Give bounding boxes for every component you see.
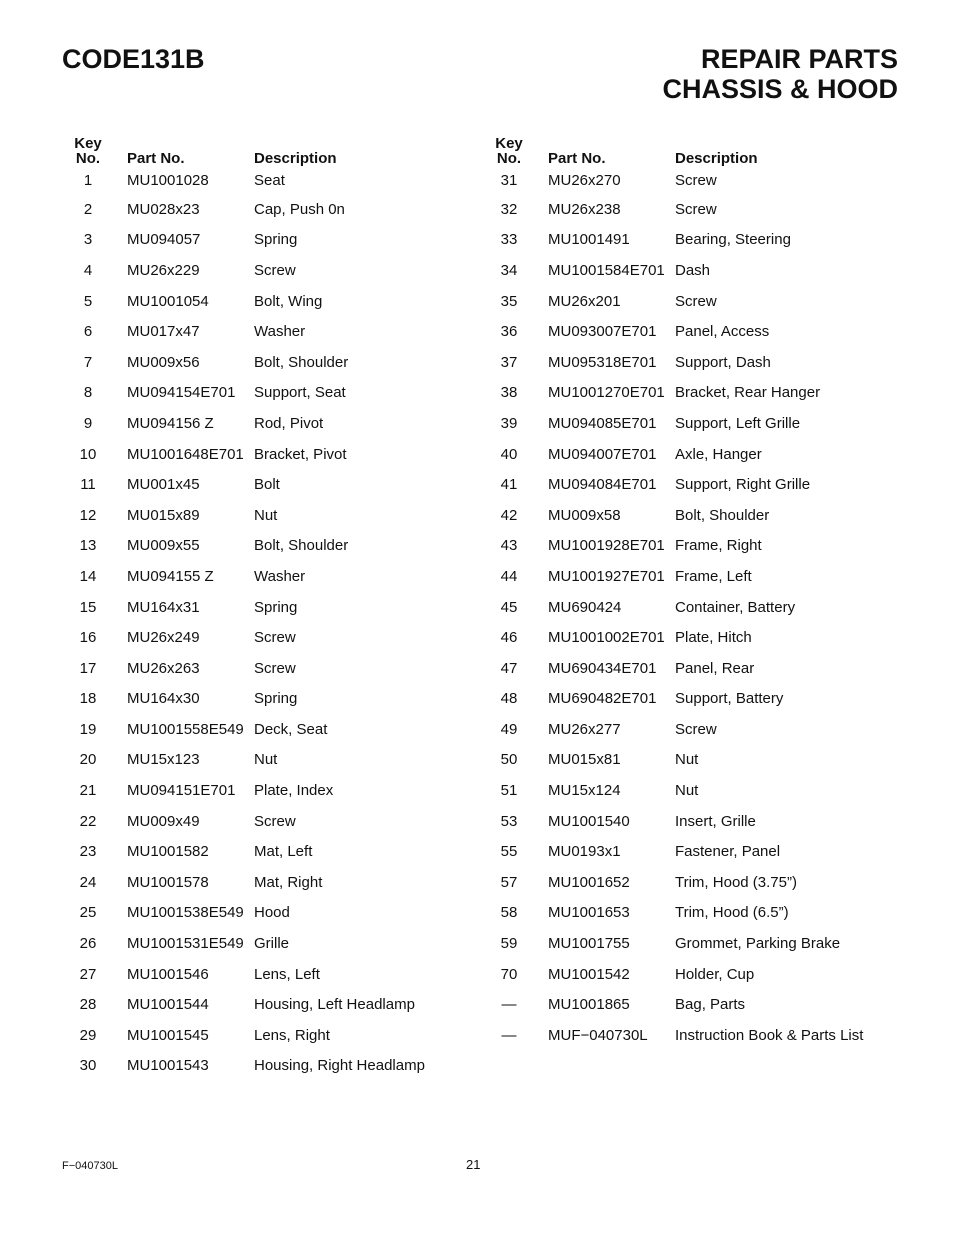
part-no-cell: MU1001652 [548, 873, 630, 891]
key-no-cell: 41 [500, 476, 518, 494]
part-no-cell: MU094084E701 [548, 476, 657, 494]
description-cell: Plate, Index [254, 782, 334, 800]
part-no-cell: MU094154E701 [127, 384, 236, 402]
key-no-cell: 26 [79, 935, 97, 953]
key-no-cell: — [501, 996, 517, 1014]
part-no-cell: MU1001538E549 [127, 904, 244, 922]
key-no-cell: 21 [79, 782, 97, 800]
key-no-cell: 14 [79, 567, 97, 585]
description-cell: Instruction Book & Parts List [675, 1026, 864, 1044]
description-cell: Trim, Hood (6.5”) [675, 904, 789, 922]
part-no-cell: MU1001542 [548, 965, 630, 983]
description-cell: Bolt, Shoulder [675, 506, 770, 524]
part-no-cell: MU1001578 [127, 873, 209, 891]
table-row [62, 561, 492, 592]
table-row [483, 745, 913, 776]
column-header-key-no: Key No. [74, 135, 102, 167]
parts-table-right [483, 134, 913, 1051]
description-cell: Rod, Pivot [254, 414, 324, 432]
part-no-cell: MU1001491 [548, 231, 630, 249]
part-no-cell: MU1001028 [127, 171, 209, 189]
description-cell: Bolt, Wing [254, 292, 323, 310]
description-cell: Screw [254, 261, 296, 279]
table-row [483, 286, 913, 317]
table-row [62, 836, 492, 867]
key-no-cell: 51 [500, 782, 518, 800]
table-row [483, 684, 913, 715]
key-no-cell: 8 [83, 384, 93, 402]
table-row [483, 836, 913, 867]
description-cell: Housing, Left Headlamp [254, 996, 415, 1014]
part-no-cell: MU0193x1 [548, 843, 621, 861]
key-no-cell: 24 [79, 873, 97, 891]
page-title-line-2: CHASSIS & HOOD [662, 74, 898, 104]
description-cell: Fastener, Panel [675, 843, 781, 861]
table-row [62, 1020, 492, 1051]
table-row [483, 255, 913, 286]
key-no-cell: 12 [79, 506, 97, 524]
table-row [483, 316, 913, 347]
key-no-cell: 18 [79, 690, 97, 708]
key-no-cell: 22 [79, 812, 97, 830]
part-no-cell: MU017x47 [127, 323, 200, 341]
key-no-cell: 9 [83, 414, 93, 432]
description-cell: Screw [675, 200, 717, 218]
description-cell: Grille [254, 935, 290, 953]
key-no-cell: 7 [83, 353, 93, 371]
description-cell: Frame, Right [675, 537, 762, 555]
page-number: 21 [466, 1157, 481, 1172]
description-cell: Trim, Hood (3.75”) [675, 873, 797, 891]
description-cell: Spring [254, 598, 298, 616]
table-row [62, 500, 492, 531]
part-no-cell: MU690424 [548, 598, 622, 616]
description-cell: Insert, Grille [675, 812, 756, 830]
table-row [483, 500, 913, 531]
table-row [483, 166, 913, 194]
table-row [62, 469, 492, 500]
table-row [62, 775, 492, 806]
description-cell: Bracket, Rear Hanger [675, 384, 821, 402]
table-row [483, 959, 913, 990]
key-no-cell: 3 [83, 231, 93, 249]
key-no-cell: 44 [500, 567, 518, 585]
table-row [62, 255, 492, 286]
description-cell: Screw [675, 171, 717, 189]
key-no-cell: 39 [500, 414, 518, 432]
table-row [62, 928, 492, 959]
key-no-cell: 34 [500, 261, 518, 279]
part-no-cell: MU093007E701 [548, 323, 657, 341]
part-no-cell: MU1001584E701 [548, 261, 665, 279]
key-no-cell: 46 [500, 629, 518, 647]
table-row [483, 867, 913, 898]
parts-table-right-body [483, 166, 913, 1051]
part-no-cell: MU095318E701 [548, 353, 657, 371]
table-header-row [483, 134, 913, 166]
table-row [483, 714, 913, 745]
key-no-cell: 57 [500, 873, 518, 891]
table-row [62, 989, 492, 1020]
key-no-cell: 48 [500, 690, 518, 708]
description-cell: Screw [254, 629, 296, 647]
key-no-cell: 15 [79, 598, 97, 616]
part-no-cell: MU1001544 [127, 996, 209, 1014]
table-row [62, 898, 492, 929]
part-no-cell: MU164x30 [127, 690, 200, 708]
column-header-part-no: Part No. [548, 150, 606, 167]
page-title-line-1: REPAIR PARTS [700, 44, 898, 74]
key-no-cell: 23 [79, 843, 97, 861]
description-cell: Lens, Left [254, 965, 320, 983]
part-no-cell: MU1001545 [127, 1026, 209, 1044]
parts-table-left [62, 134, 492, 1081]
key-no-cell: 35 [500, 292, 518, 310]
table-row [62, 592, 492, 623]
key-no-cell: 13 [79, 537, 97, 555]
table-row [483, 775, 913, 806]
key-no-cell: 59 [500, 935, 518, 953]
key-no-cell: 16 [79, 629, 97, 647]
part-no-cell: MU094156 Z [127, 414, 214, 432]
key-no-cell: 20 [79, 751, 97, 769]
part-no-cell: MU009x49 [127, 812, 200, 830]
description-cell: Nut [254, 506, 278, 524]
table-row [62, 714, 492, 745]
part-no-cell: MU1001865 [548, 996, 630, 1014]
table-row [62, 1051, 492, 1082]
table-row [483, 225, 913, 256]
description-cell: Grommet, Parking Brake [675, 935, 841, 953]
table-row [483, 1020, 913, 1051]
description-cell: Bracket, Pivot [254, 445, 347, 463]
description-cell: Support, Dash [675, 353, 771, 371]
key-no-cell: 42 [500, 506, 518, 524]
description-cell: Hood [254, 904, 290, 922]
part-no-cell: MU1001648E701 [127, 445, 244, 463]
description-cell: Screw [675, 292, 717, 310]
description-cell: Bolt, Shoulder [254, 353, 349, 371]
page-title [662, 44, 898, 104]
table-row [62, 531, 492, 562]
part-no-cell: MU1001002E701 [548, 629, 665, 647]
table-row [62, 867, 492, 898]
key-no-cell: 50 [500, 751, 518, 769]
table-row [62, 745, 492, 776]
description-cell: Lens, Right [254, 1026, 330, 1044]
part-no-cell: MU094057 [127, 231, 201, 249]
description-cell: Dash [675, 261, 711, 279]
key-no-cell: 40 [500, 445, 518, 463]
form-number: F−040730L [62, 1160, 118, 1172]
description-cell: Container, Battery [675, 598, 796, 616]
part-no-cell: MU26x277 [548, 720, 621, 738]
table-row [483, 592, 913, 623]
table-row [62, 194, 492, 225]
key-no-cell: 5 [83, 292, 93, 310]
key-no-cell: 53 [500, 812, 518, 830]
part-no-cell: MU009x56 [127, 353, 200, 371]
key-no-cell: — [501, 1026, 517, 1044]
part-no-cell: MU1001653 [548, 904, 630, 922]
description-cell: Mat, Left [254, 843, 313, 861]
description-cell: Plate, Hitch [675, 629, 752, 647]
description-cell: Panel, Rear [675, 659, 755, 677]
key-no-cell: 1 [83, 171, 93, 189]
description-cell: Mat, Right [254, 873, 323, 891]
column-header-key-no: Key No. [495, 135, 523, 167]
description-cell: Support, Right Grille [675, 476, 811, 494]
table-row [62, 316, 492, 347]
key-no-cell: 43 [500, 537, 518, 555]
part-no-cell: MU690482E701 [548, 690, 657, 708]
part-no-cell: MU1001270E701 [548, 384, 665, 402]
table-row [62, 225, 492, 256]
part-no-cell: MU26x201 [548, 292, 621, 310]
column-header-description: Description [675, 150, 758, 167]
table-row [62, 439, 492, 470]
key-no-cell: 49 [500, 720, 518, 738]
table-row [62, 806, 492, 837]
key-no-cell: 47 [500, 659, 518, 677]
description-cell: Spring [254, 690, 298, 708]
key-no-cell: 36 [500, 323, 518, 341]
part-no-cell: MU690434E701 [548, 659, 657, 677]
part-no-cell: MU009x58 [548, 506, 621, 524]
description-cell: Deck, Seat [254, 720, 328, 738]
description-cell: Screw [254, 659, 296, 677]
table-row [62, 684, 492, 715]
part-no-cell: MU15x124 [548, 782, 621, 800]
parts-table-left-body [62, 166, 492, 1081]
table-row [62, 653, 492, 684]
key-no-cell: 2 [83, 200, 93, 218]
key-no-cell: 55 [500, 843, 518, 861]
table-row [483, 989, 913, 1020]
description-cell: Bearing, Steering [675, 231, 791, 249]
table-row [483, 408, 913, 439]
part-no-cell: MU028x23 [127, 200, 200, 218]
description-cell: Nut [675, 782, 699, 800]
table-row [483, 378, 913, 409]
description-cell: Bolt, Shoulder [254, 537, 349, 555]
table-row [483, 561, 913, 592]
part-no-cell: MU1001546 [127, 965, 209, 983]
part-no-cell: MU1001540 [548, 812, 630, 830]
part-no-cell: MUF−040730L [548, 1026, 648, 1044]
part-no-cell: MU015x89 [127, 506, 200, 524]
table-row [483, 469, 913, 500]
part-no-cell: MU164x31 [127, 598, 200, 616]
key-no-cell: 19 [79, 720, 97, 738]
description-cell: Bolt [254, 476, 280, 494]
description-cell: Panel, Access [675, 323, 770, 341]
key-no-cell: 38 [500, 384, 518, 402]
table-row [483, 928, 913, 959]
part-no-cell: MU26x238 [548, 200, 621, 218]
key-no-cell: 58 [500, 904, 518, 922]
description-cell: Seat [254, 171, 285, 189]
table-row [483, 439, 913, 470]
key-no-cell: 29 [79, 1026, 97, 1044]
part-no-cell: MU1001054 [127, 292, 209, 310]
key-no-cell: 32 [500, 200, 518, 218]
description-cell: Frame, Left [675, 567, 752, 585]
table-row [62, 378, 492, 409]
description-cell: Spring [254, 231, 298, 249]
table-row [483, 347, 913, 378]
description-cell: Support, Battery [675, 690, 784, 708]
key-no-cell: 31 [500, 171, 518, 189]
part-no-cell: MU1001531E549 [127, 935, 244, 953]
part-no-cell: MU15x123 [127, 751, 200, 769]
key-no-cell: 6 [83, 323, 93, 341]
table-row [483, 806, 913, 837]
part-no-cell: MU1001543 [127, 1057, 209, 1075]
part-no-cell: MU094085E701 [548, 414, 657, 432]
description-cell: Housing, Right Headlamp [254, 1057, 425, 1075]
table-row [483, 194, 913, 225]
description-cell: Holder, Cup [675, 965, 755, 983]
part-no-cell: MU1001558E549 [127, 720, 244, 738]
key-no-cell: 11 [80, 476, 96, 494]
column-header-part-no: Part No. [127, 150, 185, 167]
table-row [62, 166, 492, 194]
description-cell: Nut [675, 751, 699, 769]
part-no-cell: MU015x81 [548, 751, 621, 769]
table-row [483, 622, 913, 653]
part-no-cell: MU094151E701 [127, 782, 236, 800]
key-no-cell: 37 [500, 353, 518, 371]
table-row [62, 347, 492, 378]
key-no-cell: 17 [79, 659, 97, 677]
part-no-cell: MU26x229 [127, 261, 200, 279]
table-row [62, 959, 492, 990]
table-row [483, 653, 913, 684]
part-no-cell: MU094007E701 [548, 445, 657, 463]
key-no-cell: 4 [83, 261, 93, 279]
description-cell: Nut [254, 751, 278, 769]
part-no-cell: MU1001755 [548, 935, 630, 953]
key-no-cell: 45 [500, 598, 518, 616]
table-header-row [62, 134, 492, 166]
key-no-cell: 28 [79, 996, 97, 1014]
table-row [483, 531, 913, 562]
part-no-cell: MU001x45 [127, 476, 200, 494]
description-cell: Bag, Parts [675, 996, 746, 1014]
table-row [62, 622, 492, 653]
key-no-cell: 33 [500, 231, 518, 249]
description-cell: Support, Left Grille [675, 414, 801, 432]
key-no-cell: 27 [79, 965, 97, 983]
key-no-cell: 10 [79, 445, 97, 463]
description-cell: Washer [254, 323, 306, 341]
description-cell: Screw [254, 812, 296, 830]
part-no-cell: MU26x263 [127, 659, 200, 677]
table-row [62, 286, 492, 317]
part-no-cell: MU26x270 [548, 171, 621, 189]
column-header-description: Description [254, 150, 337, 167]
table-row [62, 408, 492, 439]
description-cell: Axle, Hanger [675, 445, 762, 463]
model-code: CODE131B [62, 44, 205, 74]
part-no-cell: MU1001928E701 [548, 537, 665, 555]
key-no-cell: 30 [79, 1057, 97, 1075]
part-no-cell: MU1001582 [127, 843, 209, 861]
description-cell: Washer [254, 567, 306, 585]
part-no-cell: MU26x249 [127, 629, 200, 647]
key-no-cell: 25 [79, 904, 97, 922]
description-cell: Cap, Push 0n [254, 200, 345, 218]
part-no-cell: MU094155 Z [127, 567, 214, 585]
table-row [483, 898, 913, 929]
description-cell: Support, Seat [254, 384, 346, 402]
part-no-cell: MU1001927E701 [548, 567, 665, 585]
description-cell: Screw [675, 720, 717, 738]
part-no-cell: MU009x55 [127, 537, 200, 555]
key-no-cell: 70 [500, 965, 518, 983]
